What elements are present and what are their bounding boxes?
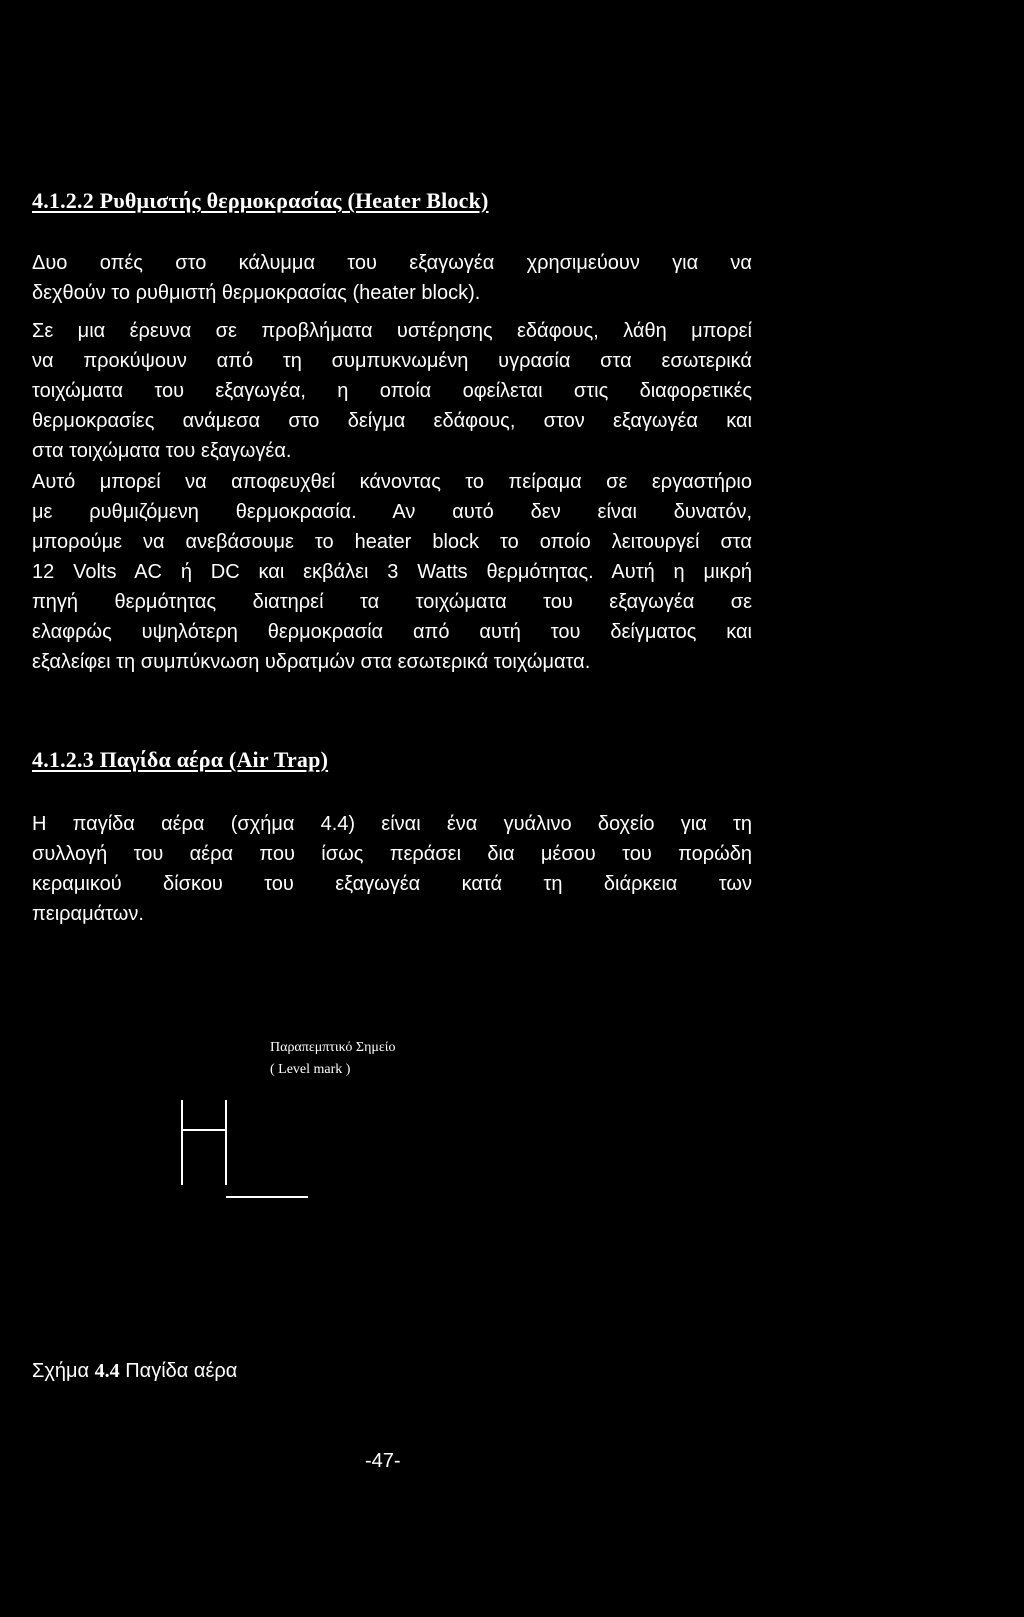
text-line: Αυτό μπορεί να αποφευχθεί κάνοντας το πείραμα σε εργαστήριο [32,471,752,493]
air-trap-drawing [170,1090,330,1200]
level-mark-label-english: ( Level mark ) [270,1062,351,1077]
text-line: με ρυθμιζόμενη θερμοκρασία. Αν αυτό δεν είναι δυνατόν, [32,501,752,523]
text-line: εξαλείφει τη συμπύκνωση υδρατμών στα εσωτερικά τοιχώματα. [32,651,591,673]
section-heading-air-trap: 4.1.2.3 Παγίδα αέρα (Air Trap) [32,747,329,772]
text-line: πηγή θερμότητας διατηρεί τα τοιχώματα του εξαγωγέα σε [32,591,752,613]
figure-caption [32,1360,237,1383]
paragraph-hysteresis [32,316,752,466]
text-line: Σε μια έρευνα σε προβλήματα υστέρησης εδάφους, λάθη μπορεί [32,320,752,342]
caption-text: Παγίδα αέρα [125,1360,238,1382]
text-line: ελαφρώς υψηλότερη θερμοκρασία από αυτή του δείγματος και [32,621,752,643]
text-line: δεχθούν το ρυθμιστή θερμοκρασίας (heater block). [32,282,481,304]
text-line: τοιχώματα του εξαγωγέα, η οποία οφείλεται στις διαφορετικές [32,380,752,402]
section-heading-heater-block: 4.1.2.2 Ρυθμιστής θερμοκρασίας (Heater Block) [32,188,489,213]
paragraph-heater-intro [32,248,752,308]
caption-number: 4.4 [94,1360,120,1382]
text-line: να προκύψουν από τη συμπυκνωμένη υγρασία στα εσωτερικά [32,350,752,372]
text-line: πειραμάτων. [32,903,144,925]
text-line: συλλογή του αέρα που ίσως περάσει δια μέσου του πορώδη [32,843,752,865]
air-trap-figure [170,1040,470,1260]
paragraph-air-trap [32,809,752,929]
page-number: -47- [365,1450,401,1472]
paragraph-heater-solution [32,467,752,677]
text-line: μπορούμε να ανεβάσουμε το heater block το οποίο λειτουργεί στα [32,531,752,553]
text-line: Η παγίδα αέρα (σχήμα 4.4) είναι ένα γυάλινο δοχείο για τη [32,813,752,835]
text-line: κεραμικού δίσκου του εξαγωγέα κατά τη διάρκεια των [32,873,752,895]
level-mark-label-greek: Παραπεμπτικό Σημείο [270,1040,396,1055]
text-line: Δυο οπές στο κάλυμμα του εξαγωγέα χρησιμεύουν για να [32,252,752,274]
text-line: 12 Volts AC ή DC και εκβάλει 3 Watts θερμότητας. Αυτή η μικρή [32,561,752,583]
text-line: στα τοιχώματα του εξαγωγέα. [32,440,292,462]
text-line: θερμοκρασίες ανάμεσα στο δείγμα εδάφους, στον εξαγωγέα και [32,410,752,432]
caption-prefix: Σχήμα [32,1360,90,1382]
